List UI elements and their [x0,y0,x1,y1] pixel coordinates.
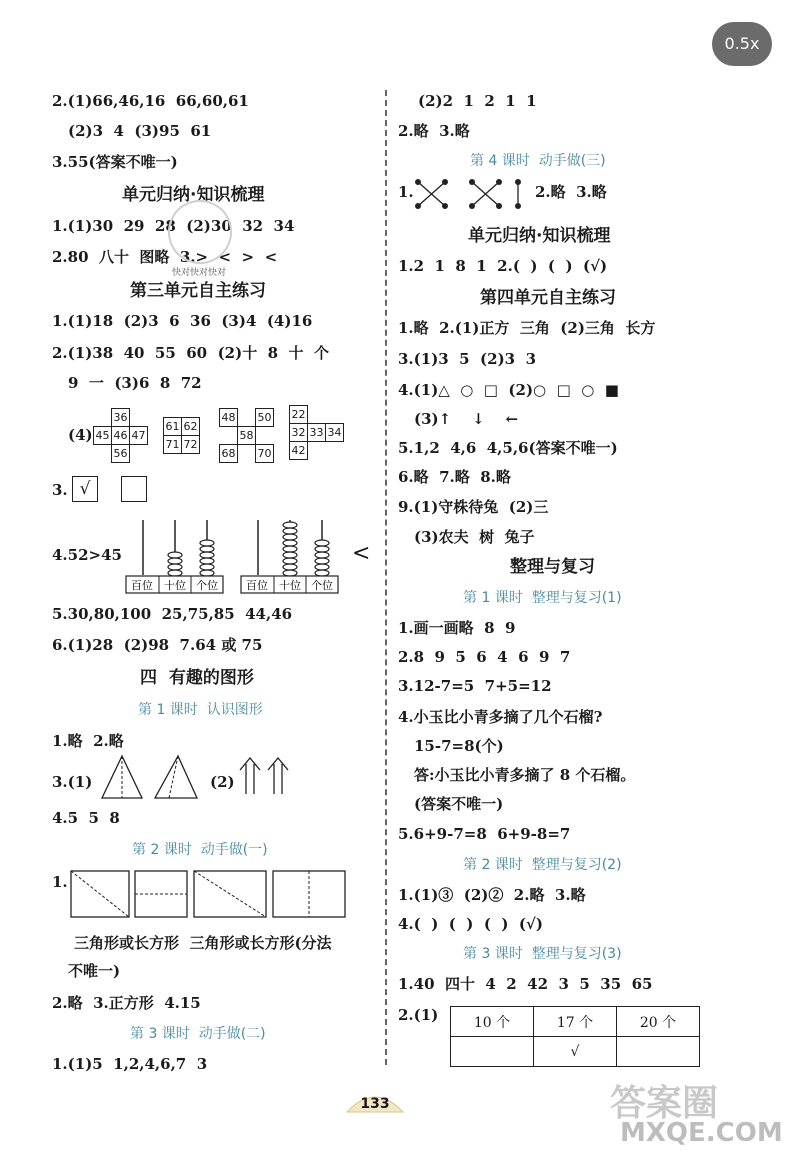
right-line-8: (3)↑ ↓ ← [414,410,519,428]
left-line-8: 9 一 (3)6 8 72 [68,374,202,392]
watermark-url: MXQE.COM [620,1118,783,1148]
empty-box [121,476,147,502]
right-line-3b: 2.略 3.略 [535,183,607,201]
abacus-1-label-tens: 十位 [164,579,186,592]
subheading-review-2: 第 2 课时 整理与复习(2) [463,857,622,873]
rectangle-division-drawings [70,870,350,920]
zoom-badge[interactable]: 0.5x [712,22,772,66]
heading-review: 整理与复习 [510,557,595,577]
compare-sign: < [352,541,371,566]
subheading-lesson-3: 第 3 课时 动手做(二) [130,1026,266,1042]
right-line-17: 15-7=8(个) [414,737,504,755]
right-line-1: (2)2 1 2 1 1 [418,92,537,110]
right-line-18: 答:小玉比小青多摘了 8 个石榴。 [414,766,636,784]
heading-unit4-shapes: 四 有趣的图形 [140,668,254,688]
left-line-21: 1.(1)5 1,2,4,6,7 3 [52,1055,208,1073]
right-line-14: 2.8 9 5 6 4 6 9 7 [398,648,571,666]
arrow-shapes [238,754,298,796]
right-line-19: (答案不唯一) [414,795,504,813]
heading-unit3-practice: 第三单元自主练习 [130,281,266,301]
abacus-1-label-ones: 个位 [196,579,218,592]
table-header-cell: 20 个 [617,1007,700,1037]
right-line-6: 3.(1)3 5 (2)3 3 [398,350,537,368]
table-cell: √ [534,1037,617,1067]
right-line-2: 2.略 3.略 [398,122,470,140]
left-line-5: 2.80 八十 图略 3.> < > < [52,248,278,266]
left-line-15b: (2) [210,773,235,791]
left-line-14: 1.略 2.略 [52,732,124,750]
right-line-11: 9.(1)守株待兔 (2)三 [398,498,549,516]
left-line-9-label: (4) [68,426,93,444]
heading-unit-summary-1: 单元归纳·知识梳理 [122,185,265,205]
subheading-review-1: 第 1 课时 整理与复习(1) [463,590,622,606]
right-line-22: 4.( ) ( ) ( ) (√) [398,915,543,933]
heading-unit4-practice: 第四单元自主练习 [480,288,616,308]
number-grid-4: 22 32 33 34 42 [289,405,344,460]
subheading-lesson-1: 第 1 课时 认识图形 [138,702,263,718]
abacus-2-label-hundreds: 百位 [246,579,268,592]
checked-box: √ [72,476,98,502]
left-line-11-label: 4.52>45 [52,546,122,564]
subheading-lesson-4: 第 4 课时 动手做(三) [470,153,606,169]
number-grid-3: 48 50 58 68 70 [219,408,274,463]
right-line-4: 1.2 1 8 1 2.( ) ( ) (√) [398,257,608,275]
table-header-cell: 10 个 [451,1007,534,1037]
left-line-20: 2.略 3.正方形 4.15 [52,994,201,1012]
page-number: 133 [360,1096,390,1112]
right-line-3a: 1. [398,183,414,201]
heading-unit-summary-2: 单元归纳·知识梳理 [468,226,611,246]
connect-dots-drawing [410,176,525,212]
left-line-1: 2.(1)66,46,16 66,60,61 [52,92,249,110]
answer-table [450,1006,700,1067]
left-line-4: 1.(1)30 29 28 (2)30 32 34 [52,217,295,235]
left-line-12: 5.30,80,100 25,75,85 44,46 [52,605,293,623]
left-line-16: 4.5 5 8 [52,809,120,827]
abacus-2-label-tens: 十位 [279,579,301,592]
table-header-cell: 17 个 [534,1007,617,1037]
abacus-1-label-hundreds: 百位 [131,579,153,592]
right-line-13: 1.画一画略 8 9 [398,619,516,637]
subheading-lesson-2: 第 2 课时 动手做(一) [132,842,268,858]
number-grid-1: 36 45 46 47 56 [93,408,148,463]
left-line-13: 6.(1)28 (2)98 7.64 或 75 [52,636,263,654]
stamp-text: 快对快对快对 [172,268,227,278]
abacus-2-label-ones: 个位 [311,579,333,592]
right-line-21: 1.(1)③ (2)② 2.略 3.略 [398,886,586,904]
watermark-logo-text: 答案圈 [610,1083,719,1124]
right-line-7: 4.(1)△ ○ □ (2)○ □ ○ ■ [398,381,619,399]
left-line-19: 不唯一) [68,962,121,980]
left-line-6: 1.(1)18 (2)3 6 36 (3)4 (4)16 [52,312,313,330]
right-line-16: 4.小玉比小青多摘了几个石榴? [398,708,603,726]
right-line-15: 3.12-7=5 7+5=12 [398,677,552,695]
right-line-12: (3)农夫 树 兔子 [414,528,535,546]
left-line-3: 3.55(答案不唯一) [52,153,178,171]
left-line-15a: 3.(1) [52,773,93,791]
left-line-17: 1. [52,873,68,891]
column-divider [385,90,387,1065]
right-line-24: 2.(1) [398,1006,439,1024]
subheading-review-3: 第 3 课时 整理与复习(3) [463,946,622,962]
right-line-5: 1.略 2.(1)正方 三角 (2)三角 长方 [398,319,656,337]
right-line-23: 1.40 四十 4 2 42 3 5 35 65 [398,975,653,993]
right-line-9: 5.1,2 4,6 4,5,6(答案不唯一) [398,439,618,457]
left-line-7: 2.(1)38 40 55 60 (2)十 8 十 个 [52,344,329,362]
abacus-2 [240,515,340,595]
right-line-20: 5.6+9-7=8 6+9-8=7 [398,825,571,843]
left-line-18: 三角形或长方形 三角形或长方形(分法 [74,934,332,952]
table-cell [617,1037,700,1067]
right-line-10: 6.略 7.略 8.略 [398,468,511,486]
abacus-1 [125,515,225,595]
left-line-2: (2)3 4 (3)95 61 [68,122,212,140]
left-line-10-label: 3. [52,481,68,499]
number-grid-2: 61 62 71 72 [163,417,200,454]
table-cell [451,1037,534,1067]
